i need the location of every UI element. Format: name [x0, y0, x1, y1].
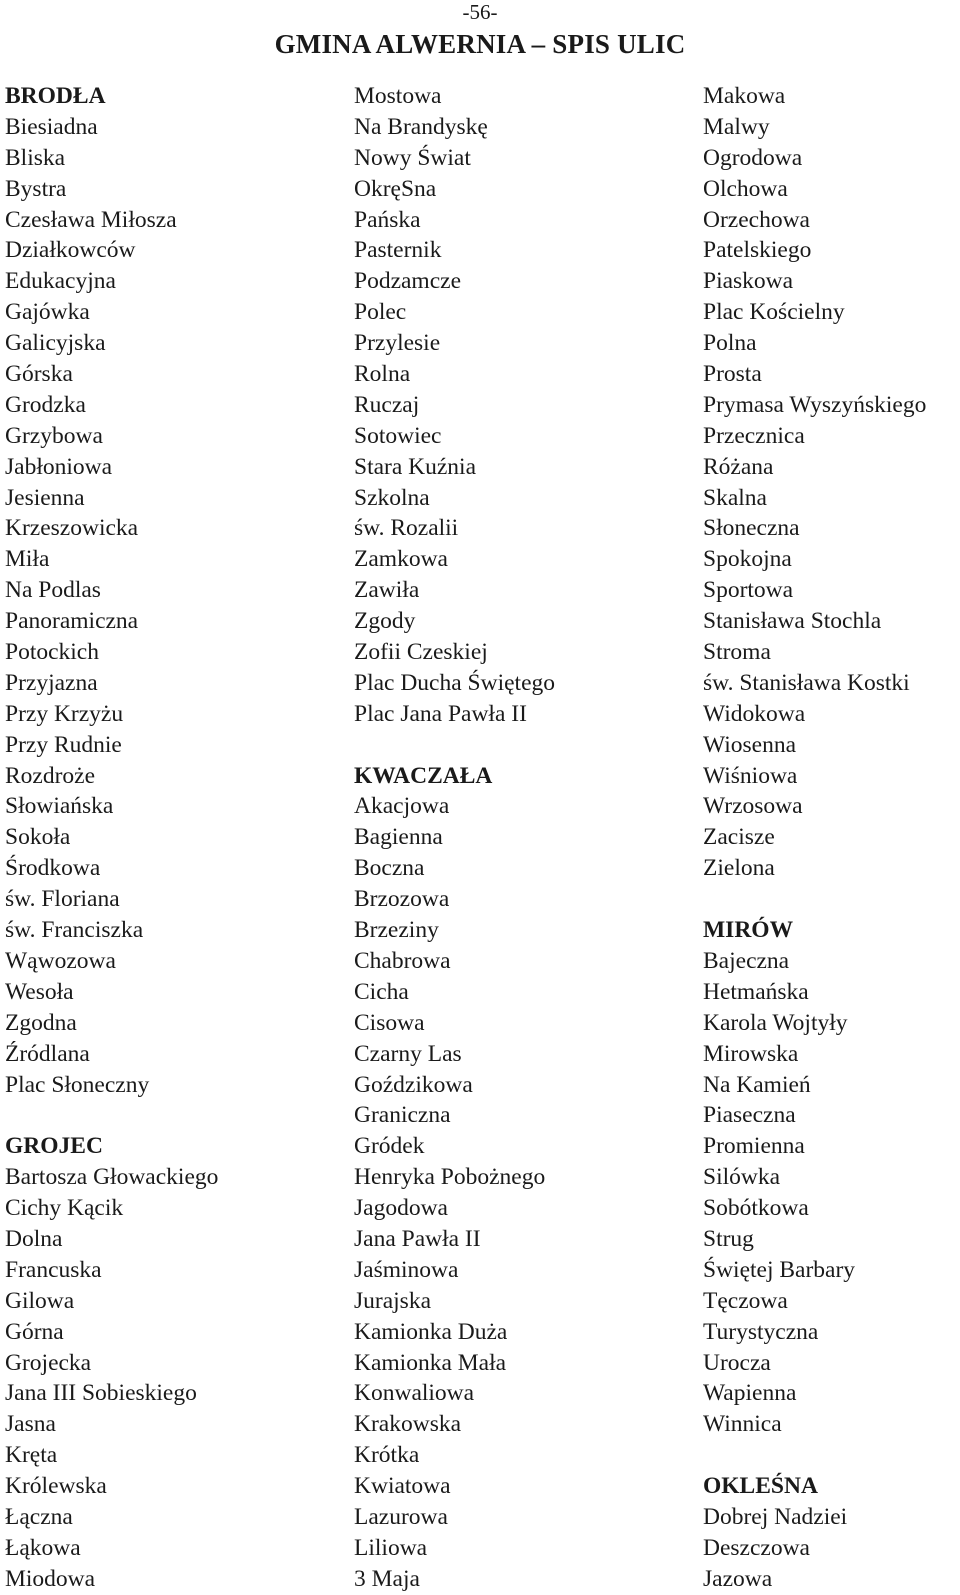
street-name: Jana III Sobieskiego	[5, 1380, 197, 1407]
spacer	[703, 884, 960, 915]
street-name: Prosta	[703, 361, 762, 388]
street-name: Jagodowa	[354, 1195, 448, 1222]
street-name: Grojecka	[5, 1349, 92, 1376]
street-name: Jesienna	[5, 484, 85, 511]
street-name: Stanisława Stochla	[703, 608, 882, 635]
street-name: Prymasa Wyszyńskiego	[703, 391, 927, 418]
street-name: Stroma	[703, 639, 771, 666]
street-name: Wesoła	[5, 978, 74, 1005]
street-name: Zofii Czeskiej	[354, 639, 488, 666]
street-name: Jaśminowa	[354, 1256, 459, 1283]
street-name: Sokoła	[5, 824, 71, 851]
street-name: Gilowa	[5, 1287, 75, 1314]
street-name: Zgody	[354, 608, 416, 635]
street-name: Jasna	[5, 1411, 56, 1438]
street-name: Olchowa	[703, 175, 788, 202]
street-name: św. Floriana	[5, 886, 120, 913]
district-heading: GROJEC	[5, 1133, 103, 1160]
street-column-3	[703, 81, 960, 1595]
street-name: Zamkowa	[354, 546, 448, 573]
street-name: Środkowa	[5, 855, 101, 882]
street-name: Pasternik	[354, 237, 442, 264]
street-name: Konwaliowa	[354, 1380, 475, 1407]
street-name: Goździkowa	[354, 1071, 473, 1098]
street-name: Lazurowa	[354, 1503, 448, 1530]
street-name: Strug	[703, 1225, 754, 1252]
street-name: Graniczna	[354, 1102, 451, 1129]
street-name: Karola Wojtyły	[703, 1009, 848, 1036]
district-heading: OKLEŚNA	[703, 1473, 818, 1500]
street-name: Plac Słoneczny	[5, 1071, 150, 1098]
street-name: Stara Kuźnia	[354, 453, 477, 480]
street-name: Winnica	[703, 1411, 782, 1438]
street-name: Grodzka	[5, 391, 86, 418]
street-name: Hetmańska	[703, 978, 809, 1005]
street-name: Czesława Miłosza	[5, 206, 177, 233]
street-name: Cichy Kącik	[5, 1195, 124, 1222]
street-name: Plac Ducha Świętego	[354, 669, 556, 696]
street-name: Promienna	[703, 1133, 805, 1160]
street-name: Henryka Pobożnego	[354, 1164, 546, 1191]
street-name: Rolna	[354, 361, 411, 388]
street-name: Łąkowa	[5, 1534, 81, 1561]
street-name: Zacisze	[703, 824, 775, 851]
street-name: Podzamcze	[354, 268, 462, 295]
street-name: Przy Rudnie	[5, 731, 122, 758]
street-column-1	[5, 81, 305, 1595]
street-name: Wrzosowa	[703, 793, 803, 820]
street-name: Wiśniowa	[703, 762, 798, 789]
street-name: Wiosenna	[703, 731, 797, 758]
street-name: Plac Jana Pawła II	[354, 700, 527, 727]
street-name: 3 Maja	[354, 1565, 420, 1592]
street-name: Przecznica	[703, 422, 805, 449]
street-name: Krzeszowicka	[5, 515, 139, 542]
street-name: Turystyczna	[703, 1318, 819, 1345]
district-heading: BRODŁA	[5, 83, 106, 109]
street-name: Plac Kościelny	[703, 299, 845, 326]
street-name: Jabłoniowa	[5, 453, 113, 480]
street-name: Bagienna	[354, 824, 443, 851]
street-name: Sobótkowa	[703, 1195, 809, 1222]
street-name: Różana	[703, 453, 774, 480]
street-name: Słoneczna	[703, 515, 800, 542]
street-name: Kręta	[5, 1442, 58, 1469]
street-name: Skalna	[703, 484, 767, 511]
street-name: Tęczowa	[703, 1287, 788, 1314]
street-name: Cicha	[354, 978, 409, 1005]
street-name: Kwiatowa	[354, 1473, 451, 1500]
street-name: Bajeczna	[703, 947, 790, 974]
street-name: Gródek	[354, 1133, 425, 1160]
spacer	[354, 730, 654, 761]
street-name: Ruczaj	[354, 391, 420, 418]
street-name: Brzozowa	[354, 886, 450, 913]
street-name: Silówka	[703, 1164, 781, 1191]
street-name: Polna	[703, 330, 757, 357]
street-name: Górna	[5, 1318, 64, 1345]
street-name: Szkolna	[354, 484, 430, 511]
street-name: Miodowa	[5, 1565, 96, 1592]
street-name: Mirowska	[703, 1040, 799, 1067]
street-name: Ogrodowa	[703, 144, 803, 171]
street-name: Deszczowa	[703, 1534, 810, 1561]
street-name: św. Rozalii	[354, 515, 459, 542]
page-number: -56-	[462, 0, 498, 24]
street-name: Przy Krzyżu	[5, 700, 124, 727]
street-name: Dobrej Nadziei	[703, 1503, 848, 1530]
street-name: Potockich	[5, 639, 99, 666]
street-name: Piaskowa	[703, 268, 794, 295]
street-name: Bliska	[5, 144, 66, 171]
street-name: Miła	[5, 546, 50, 573]
street-name: Malwy	[703, 113, 770, 140]
street-name: Francuska	[5, 1256, 102, 1283]
street-name: Przyjazna	[5, 669, 98, 696]
street-name: Krótka	[354, 1442, 420, 1469]
street-name: Zielona	[703, 855, 775, 882]
street-name: Krakowska	[354, 1411, 462, 1438]
street-name: Grzybowa	[5, 422, 103, 449]
street-name: Brzeziny	[354, 917, 439, 944]
street-name: Biesiadna	[5, 113, 98, 140]
street-name: Galicyjska	[5, 330, 106, 357]
street-column-2	[354, 81, 654, 1595]
street-name: Źródlana	[5, 1040, 90, 1067]
street-name: Mostowa	[354, 83, 442, 109]
street-name: Górska	[5, 361, 73, 388]
street-name: Bartosza Głowackiego	[5, 1164, 219, 1191]
street-name: Dolna	[5, 1225, 63, 1252]
street-name: Świętej Barbary	[703, 1256, 856, 1283]
street-name: Nowy Świat	[354, 144, 471, 171]
street-name: Spokojna	[703, 546, 792, 573]
street-name: Działkowców	[5, 237, 136, 264]
street-name: Zawiła	[354, 577, 420, 604]
street-name: Pańska	[354, 206, 421, 233]
street-name: Sportowa	[703, 577, 794, 604]
street-name: Przylesie	[354, 330, 441, 357]
street-name: Patelskiego	[703, 237, 812, 264]
street-name: Na Kamień	[703, 1071, 811, 1098]
street-name: Jazowa	[703, 1565, 773, 1592]
street-name: Chabrowa	[354, 947, 451, 974]
street-name: Wapienna	[703, 1380, 797, 1407]
street-name: Wąwozowa	[5, 947, 116, 974]
street-name: Boczna	[354, 855, 425, 882]
street-name: Słowiańska	[5, 793, 114, 820]
street-name: św. Stanisława Kostki	[703, 669, 910, 696]
district-heading: KWACZAŁA	[354, 762, 493, 789]
street-name: OkręSna	[354, 175, 437, 202]
street-name: Królewska	[5, 1473, 107, 1500]
district-heading: MIRÓW	[703, 917, 794, 944]
street-name: Kamionka Mała	[354, 1349, 507, 1376]
spacer	[5, 1100, 305, 1131]
street-name: Polec	[354, 299, 407, 326]
street-name: Cisowa	[354, 1009, 425, 1036]
street-name: Łączna	[5, 1503, 73, 1530]
street-name: Piaseczna	[703, 1102, 796, 1129]
street-name: Liliowa	[354, 1534, 428, 1561]
street-name: Makowa	[703, 83, 786, 109]
street-name: Widokowa	[703, 700, 806, 727]
spacer	[703, 1440, 960, 1471]
street-name: Rozdroże	[5, 762, 96, 789]
street-name: Jana Pawła II	[354, 1225, 481, 1252]
page-title: GMINA ALWERNIA – SPIS ULIC	[274, 29, 686, 59]
street-name: Czarny Las	[354, 1040, 462, 1067]
street-name: Gajówka	[5, 299, 90, 326]
street-name: Zgodna	[5, 1009, 77, 1036]
street-name: Jurajska	[354, 1287, 432, 1314]
street-name: Panoramiczna	[5, 608, 139, 635]
street-name: św. Franciszka	[5, 917, 144, 944]
street-name: Urocza	[703, 1349, 771, 1376]
street-name: Orzechowa	[703, 206, 810, 233]
street-name: Akacjowa	[354, 793, 450, 820]
street-name: Bystra	[5, 175, 67, 202]
street-name: Sotowiec	[354, 422, 442, 449]
street-name: Na Podlas	[5, 577, 101, 604]
street-name: Na Brandyskę	[354, 113, 488, 140]
street-name: Edukacyjna	[5, 268, 116, 295]
street-name: Kamionka Duża	[354, 1318, 508, 1345]
